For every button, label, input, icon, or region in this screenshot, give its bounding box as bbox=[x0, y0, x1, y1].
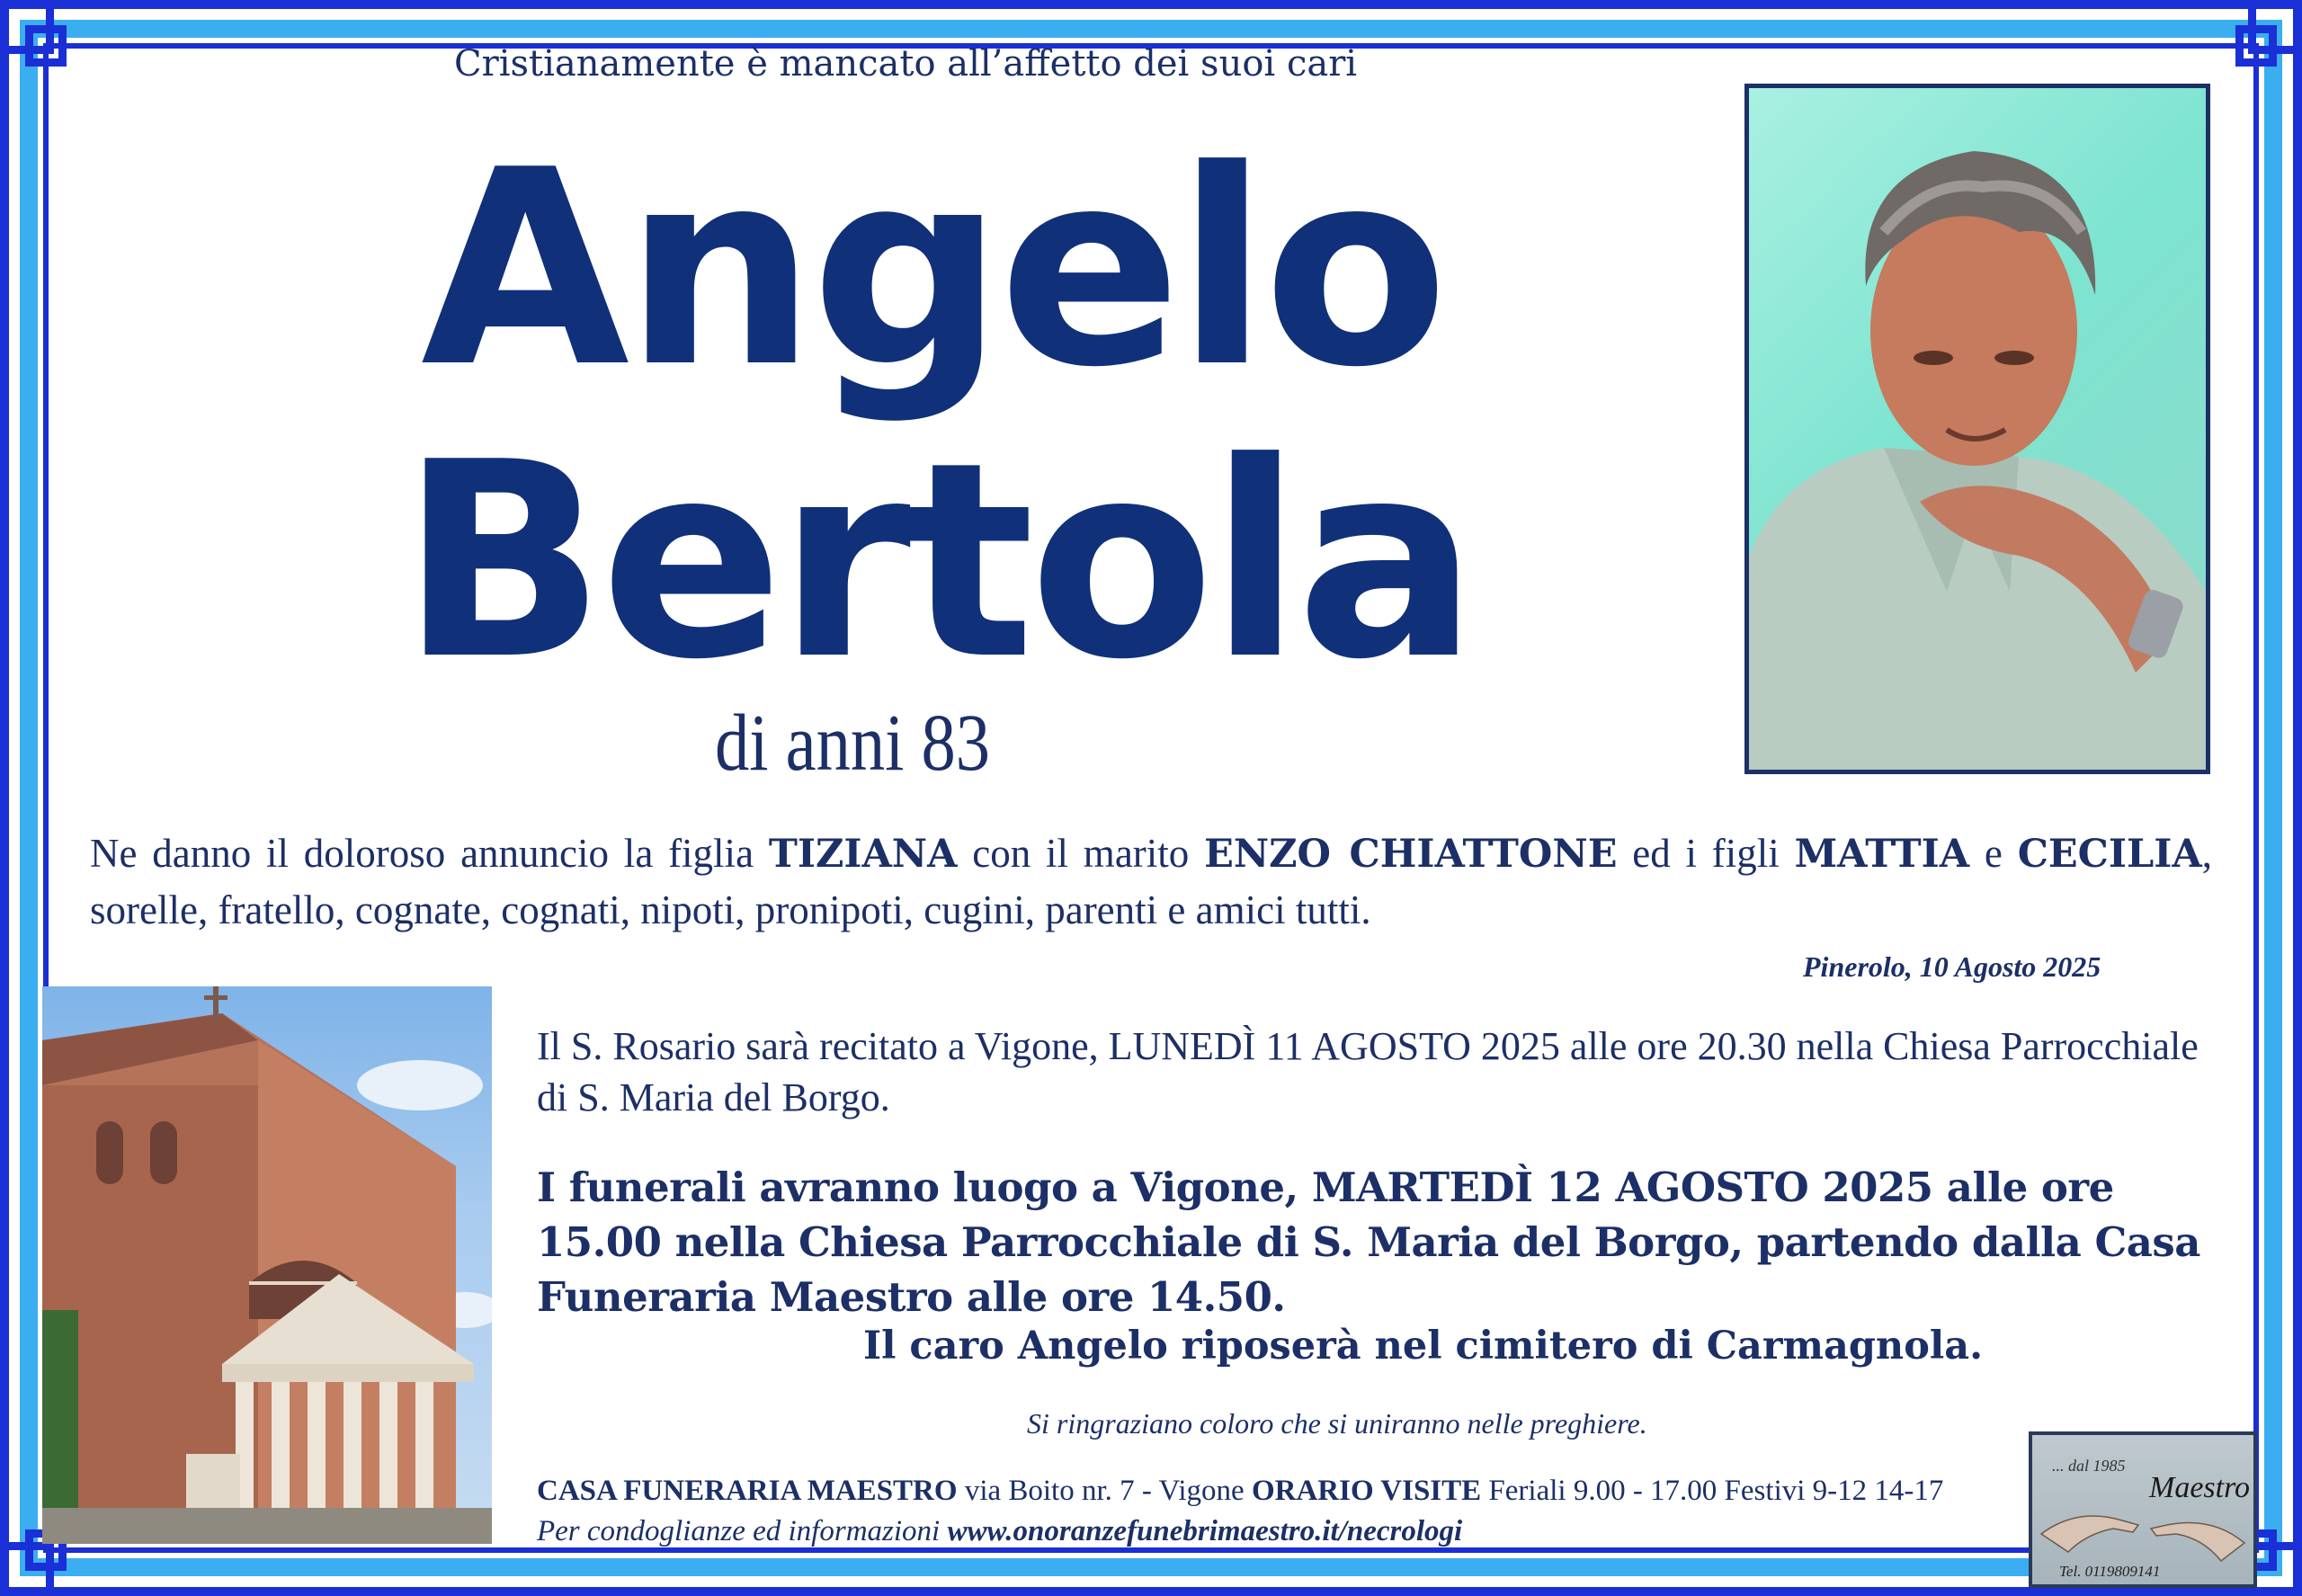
funeral-notice: I funerali avranno luogo a Vigone, MARTEDÌ 12 AGOSTO 2025 alle ore 15.00 nella Chiesa Parrocchiale di S. Maria del Borgo, partendo dalla Casa Funeraria Maestro alle ore 14.50. bbox=[537, 1164, 2200, 1321]
logo-since: ... dal 1985 bbox=[2052, 1457, 2126, 1475]
place-date: Pinerolo, 10 Agosto 2025 bbox=[1803, 950, 2101, 983]
announcement-text: , sorelle, fratello, cognate, cognati, nipoti, pronipoti, cugini, parenti e amici tutti. bbox=[90, 831, 2212, 932]
announcement-text: con il marito bbox=[957, 831, 1205, 876]
relative-name: MATTIA bbox=[1794, 832, 1970, 877]
logo-phone: Tel. 0119809141 bbox=[2059, 1563, 2161, 1580]
portrait-photo bbox=[1744, 84, 2210, 774]
first-name: Angelo bbox=[421, 112, 1443, 426]
burial-notice: Il caro Angelo riposerà nel cimitero di Carmagnola. bbox=[863, 1324, 1984, 1369]
visiting-hours: Feriali 9.00 - 17.00 Festivi 9-12 14-17 bbox=[1481, 1475, 1944, 1507]
funeral-home-address: via Boito nr. 7 - Vigone bbox=[957, 1475, 1252, 1507]
visiting-hours-label: ORARIO VISITE bbox=[1251, 1475, 1482, 1507]
corner-ornament-top-left bbox=[0, 0, 77, 77]
church-photo bbox=[42, 986, 492, 1544]
intro-text: Cristianamente è mancato all’affetto dei suoi cari bbox=[454, 43, 1358, 85]
age-text: di anni 83 bbox=[715, 699, 990, 788]
logo-brand: Maestro bbox=[2149, 1471, 2251, 1504]
condolences-info bbox=[537, 1515, 1462, 1548]
condolences-text: Per condoglianze ed informazioni bbox=[537, 1515, 948, 1547]
last-name: Bertola bbox=[400, 405, 1473, 718]
rosary-notice: Il S. Rosario sarà recitato a Vigone, LUNEDÌ 11 AGOSTO 2025 alle ore 20.30 nella Chiesa Parrocchiale di S. Maria del Borgo. bbox=[537, 1024, 2199, 1119]
relative-name: ENZO CHIATTONE bbox=[1204, 832, 1618, 877]
announcement-paragraph bbox=[90, 825, 2212, 938]
church-illustration bbox=[42, 986, 492, 1544]
website-link[interactable]: www.onoranzefunebrimaestro.it/necrologi bbox=[947, 1515, 1463, 1547]
relative-name: CECILIA bbox=[2017, 832, 2202, 877]
announcement-text: ed i figli bbox=[1617, 831, 1795, 876]
announcement-text: Ne danno il doloroso annuncio la figlia bbox=[90, 831, 769, 876]
portrait-illustration bbox=[1749, 88, 2206, 770]
corner-ornament-top-right bbox=[2225, 0, 2302, 77]
thanks-line: Si ringraziano coloro che si uniranno nelle preghiere. bbox=[1027, 1407, 1647, 1440]
relative-name: TIZIANA bbox=[768, 832, 958, 877]
funeral-home-name: CASA FUNERARIA MAESTRO bbox=[537, 1475, 958, 1507]
funeral-home-info bbox=[537, 1475, 1943, 1508]
announcement-text: e bbox=[1969, 831, 2018, 876]
funeral-home-logo bbox=[2029, 1431, 2257, 1588]
